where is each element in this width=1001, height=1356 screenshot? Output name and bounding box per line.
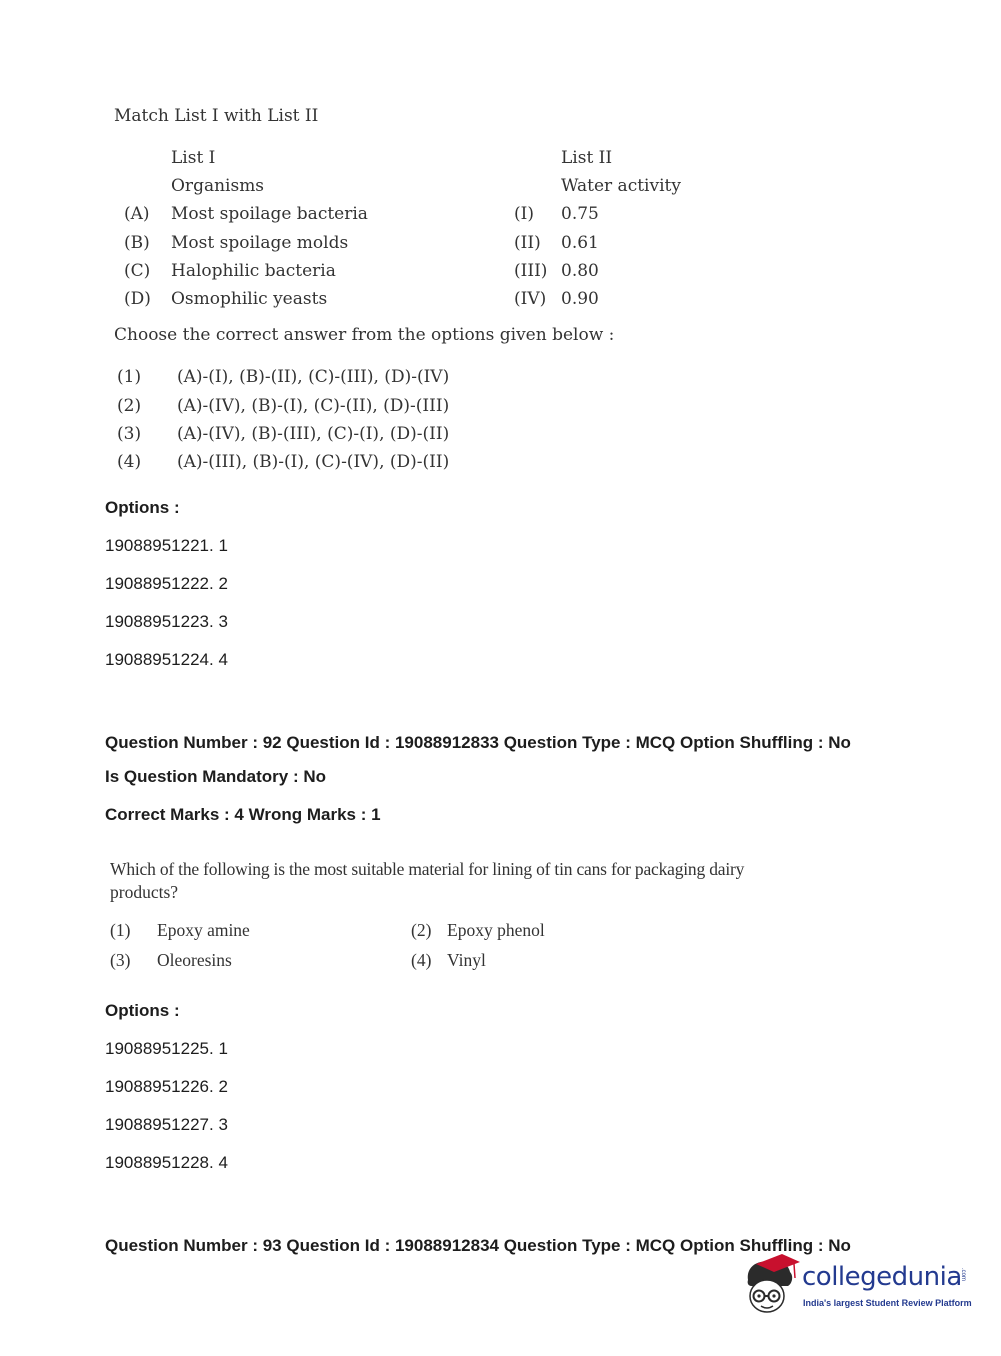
choice-text: Epoxy amine bbox=[157, 920, 250, 940]
q92-marks: Correct Marks : 4 Wrong Marks : 1 bbox=[105, 805, 381, 824]
collegedunia-logo[interactable] bbox=[742, 1254, 972, 1318]
mascot-icon bbox=[742, 1254, 800, 1318]
list2-value: 0.90 bbox=[561, 289, 599, 309]
answer-number: (2) bbox=[117, 396, 142, 416]
choice-text: Oleoresins bbox=[157, 950, 232, 970]
list2-header: List II bbox=[561, 148, 613, 168]
list1-label: (C) bbox=[124, 261, 151, 281]
q91-instruction: Match List I with List II bbox=[114, 106, 319, 126]
option-item: 19088951225. 1 bbox=[105, 1039, 228, 1058]
option-item: 19088951224. 4 bbox=[105, 650, 228, 669]
list2-label: (I) bbox=[514, 204, 534, 224]
logo-tagline: India's largest Student Review Platform bbox=[803, 1298, 972, 1308]
list1-label: (B) bbox=[124, 233, 150, 253]
answer-text: (A)-(IV), (B)-(I), (C)-(II), (D)-(III) bbox=[177, 396, 450, 416]
option-item: 19088951227. 3 bbox=[105, 1115, 228, 1134]
list1-item: Osmophilic yeasts bbox=[171, 289, 328, 309]
q91-choose-text: Choose the correct answer from the options given below : bbox=[114, 325, 615, 345]
choice-number: (2) bbox=[411, 920, 432, 940]
answer-text: (A)-(I), (B)-(II), (C)-(III), (D)-(IV) bbox=[177, 367, 450, 387]
list2-label: (IV) bbox=[514, 289, 547, 309]
list1-item: Halophilic bacteria bbox=[171, 261, 336, 281]
option-item: 19088951228. 4 bbox=[105, 1153, 228, 1172]
q92-meta: Question Number : 92 Question Id : 19088912833 Question Type : MCQ Option Shuffling : No bbox=[105, 733, 851, 752]
choice-text: Vinyl bbox=[447, 950, 486, 970]
list2-label: (II) bbox=[514, 233, 541, 253]
answer-number: (3) bbox=[117, 424, 142, 444]
choice-number: (4) bbox=[411, 950, 432, 970]
answer-text: (A)-(III), (B)-(I), (C)-(IV), (D)-(II) bbox=[177, 452, 450, 472]
q92-mandatory: Is Question Mandatory : No bbox=[105, 767, 327, 786]
logo-domain: .com bbox=[960, 1268, 966, 1282]
list2-label: (III) bbox=[514, 261, 548, 281]
answer-number: (1) bbox=[117, 367, 142, 387]
answer-number: (4) bbox=[117, 452, 142, 472]
choice-number: (1) bbox=[110, 920, 131, 940]
q92-question-line2: products? bbox=[110, 882, 179, 902]
list1-subheader: Organisms bbox=[171, 176, 265, 196]
options-label: Options : bbox=[105, 1001, 180, 1020]
list2-value: 0.80 bbox=[561, 261, 599, 281]
list2-subheader: Water activity bbox=[561, 176, 681, 196]
option-item: 19088951221. 1 bbox=[105, 536, 228, 555]
q93-meta: Question Number : 93 Question Id : 19088912834 Question Type : MCQ Option Shuffling : No bbox=[105, 1236, 851, 1255]
list2-value: 0.61 bbox=[561, 233, 599, 253]
list1-header: List I bbox=[171, 148, 216, 168]
answer-text: (A)-(IV), (B)-(III), (C)-(I), (D)-(II) bbox=[177, 424, 450, 444]
option-item: 19088951223. 3 bbox=[105, 612, 228, 631]
option-item: 19088951226. 2 bbox=[105, 1077, 228, 1096]
options-label: Options : bbox=[105, 498, 180, 517]
q92-question-line1: Which of the following is the most suitable material for lining of tin cans for packaging dairy bbox=[110, 859, 745, 879]
choice-text: Epoxy phenol bbox=[447, 920, 545, 940]
choice-number: (3) bbox=[110, 950, 131, 970]
list1-label: (D) bbox=[124, 289, 151, 309]
list1-item: Most spoilage molds bbox=[171, 233, 349, 253]
list2-value: 0.75 bbox=[561, 204, 599, 224]
option-item: 19088951222. 2 bbox=[105, 574, 228, 593]
logo-wordmark: collegedunia bbox=[802, 1262, 962, 1292]
list1-label: (A) bbox=[124, 204, 150, 224]
list1-item: Most spoilage bacteria bbox=[171, 204, 368, 224]
